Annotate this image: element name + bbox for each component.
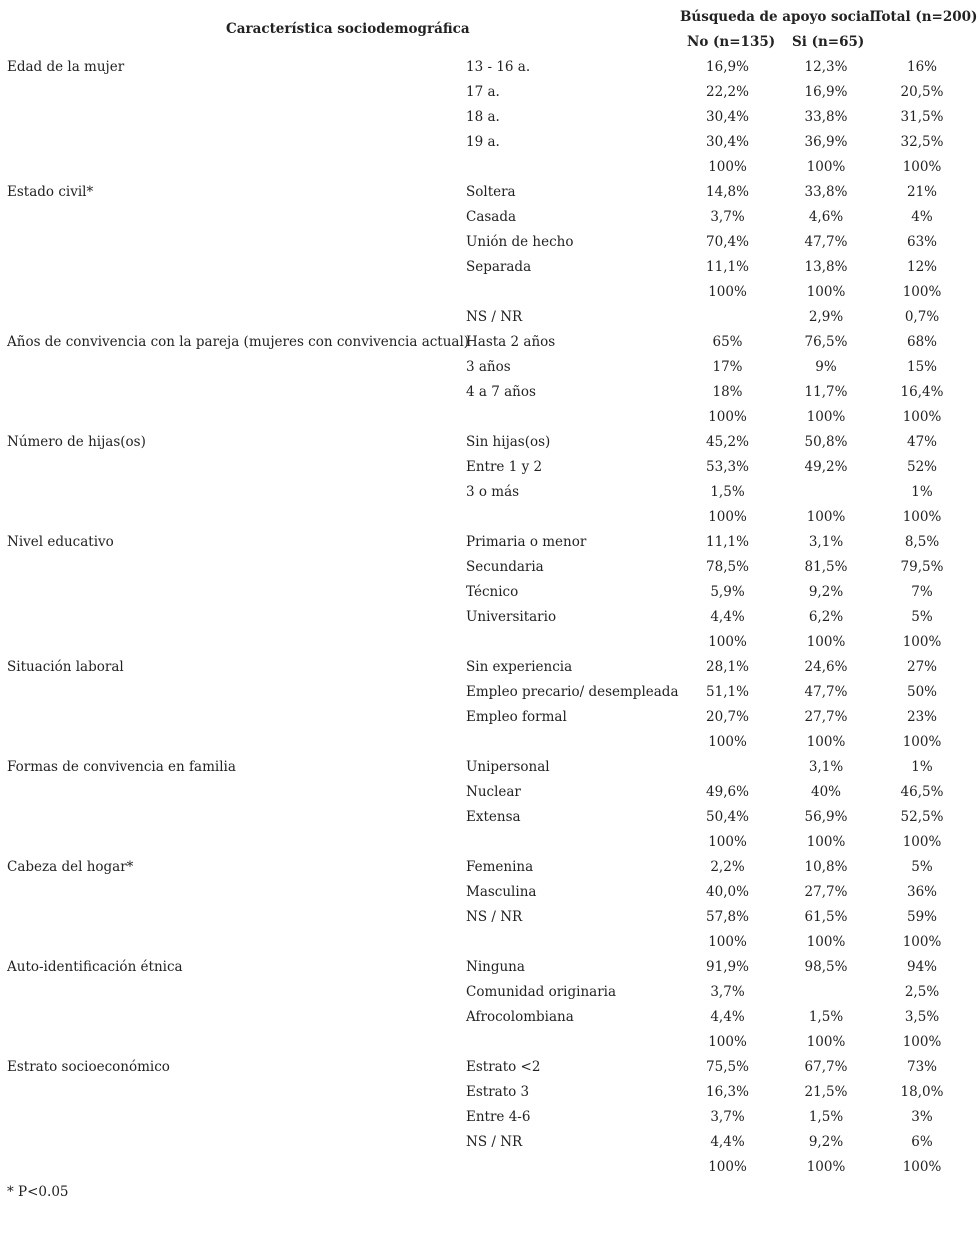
total-value-cell: 100% [902, 934, 942, 950]
no-value-cell: 75,5% [706, 1059, 749, 1075]
no-value-cell: 11,1% [706, 534, 749, 550]
total-value-cell: 100% [902, 159, 942, 175]
category-cell: Estrato 3 [466, 1084, 530, 1100]
total-value-cell: 36% [906, 884, 937, 900]
category-cell: Afrocolombiana [466, 1009, 574, 1025]
no-value-cell: 65% [712, 334, 743, 350]
total-value-cell: 15% [906, 359, 937, 375]
no-value-cell: 28,1% [706, 659, 749, 675]
total-value-cell: 100% [902, 634, 942, 650]
table-row [0, 330, 979, 355]
total-value-cell: 31,5% [900, 109, 944, 125]
table-row [0, 705, 979, 730]
total-value-cell: 47% [906, 434, 937, 450]
table-row [0, 355, 979, 380]
no-value-cell: 20,7% [706, 709, 749, 725]
no-value-cell: 78,5% [706, 559, 749, 575]
table-row [0, 555, 979, 580]
characteristic-label: Años de convivencia con la pareja (mujeres con convivencia actual) [7, 334, 470, 350]
no-value-cell: 49,6% [706, 784, 749, 800]
table-row [0, 930, 979, 955]
characteristic-label: Estrato socioeconómico [7, 1059, 170, 1075]
table-row [0, 980, 979, 1005]
si-value-cell: 100% [806, 1034, 846, 1050]
si-value-cell: 9,2% [808, 1134, 844, 1150]
no-value-cell: 70,4% [706, 234, 749, 250]
total-value-cell: 100% [902, 1034, 942, 1050]
no-value-cell: 91,9% [706, 959, 749, 975]
category-cell: 18 a. [466, 109, 500, 125]
table-row [0, 755, 979, 780]
si-value-cell: 27,7% [804, 709, 848, 725]
total-value-cell: 73% [906, 1059, 937, 1075]
category-cell: Unipersonal [466, 759, 550, 775]
no-value-cell: 100% [708, 1159, 747, 1175]
si-value-cell: 50,8% [804, 434, 848, 450]
no-value-cell: 100% [708, 284, 747, 300]
si-value-cell: 47,7% [804, 234, 848, 250]
category-cell: 3 años [466, 359, 511, 375]
category-cell: Empleo formal [466, 709, 567, 725]
si-value-cell: 33,8% [804, 184, 848, 200]
category-cell: Nuclear [466, 784, 521, 800]
category-cell: Entre 1 y 2 [466, 459, 543, 475]
table-row [0, 80, 979, 105]
si-value-cell: 10,8% [804, 859, 848, 875]
header-group: Búsqueda de apoyo social [680, 9, 875, 25]
total-value-cell: 100% [902, 834, 942, 850]
category-cell: Soltera [466, 184, 516, 200]
table-row [0, 305, 979, 330]
no-value-cell: 30,4% [706, 109, 749, 125]
si-value-cell: 61,5% [804, 909, 848, 925]
si-value-cell: 24,6% [804, 659, 848, 675]
category-cell: 4 a 7 años [466, 384, 536, 400]
table-row [0, 280, 979, 305]
table-row [0, 1030, 979, 1055]
si-value-cell: 100% [806, 159, 846, 175]
table-row [0, 805, 979, 830]
total-value-cell: 4% [911, 209, 933, 225]
table-row [0, 655, 979, 680]
no-value-cell: 16,9% [706, 59, 749, 75]
category-cell: Secundaria [466, 559, 544, 575]
table-row [0, 455, 979, 480]
no-value-cell: 100% [708, 409, 747, 425]
si-value-cell: 12,3% [804, 59, 848, 75]
table-row [0, 230, 979, 255]
total-value-cell: 79,5% [900, 559, 944, 575]
table-row [0, 480, 979, 505]
total-value-cell: 16,4% [900, 384, 944, 400]
table-row [0, 580, 979, 605]
table-row [0, 380, 979, 405]
footnote: * P<0.05 [7, 1184, 69, 1200]
table-row [0, 905, 979, 930]
si-value-cell: 40% [810, 784, 841, 800]
table-row [0, 180, 979, 205]
si-value-cell: 47,7% [804, 684, 848, 700]
table-row [0, 855, 979, 880]
si-value-cell: 67,7% [804, 1059, 848, 1075]
total-value-cell: 8,5% [904, 534, 940, 550]
table-row [0, 680, 979, 705]
total-value-cell: 0,7% [904, 309, 940, 325]
total-value-cell: 52% [906, 459, 937, 475]
si-value-cell: 33,8% [804, 109, 848, 125]
no-value-cell: 100% [708, 509, 747, 525]
no-value-cell: 2,2% [710, 859, 745, 875]
table-row [0, 55, 979, 80]
table-row [0, 605, 979, 630]
no-value-cell: 40,0% [706, 884, 749, 900]
table-row [0, 780, 979, 805]
no-value-cell: 100% [708, 159, 747, 175]
no-value-cell: 50,4% [706, 809, 749, 825]
characteristic-label: Formas de convivencia en familia [7, 759, 236, 775]
header-characteristic: Característica sociodemográfica [226, 21, 470, 37]
table-row [0, 1055, 979, 1080]
characteristic-label: Auto-identificación étnica [7, 959, 183, 975]
category-cell: Sin hijas(os) [466, 434, 551, 450]
category-cell: Primaria o menor [466, 534, 587, 550]
total-value-cell: 59% [906, 909, 937, 925]
total-value-cell: 21% [906, 184, 937, 200]
category-cell: Estrato <2 [466, 1059, 541, 1075]
si-value-cell: 56,9% [804, 809, 848, 825]
si-value-cell: 100% [806, 509, 846, 525]
table-row [0, 505, 979, 530]
no-value-cell: 4,4% [710, 1134, 745, 1150]
no-value-cell: 22,2% [706, 84, 749, 100]
total-value-cell: 12% [906, 259, 937, 275]
si-value-cell: 3,1% [808, 759, 844, 775]
no-value-cell: 1,5% [710, 484, 745, 500]
category-cell: 3 o más [466, 484, 520, 500]
si-value-cell: 9,2% [808, 584, 844, 600]
category-cell: 13 - 16 a. [466, 59, 531, 75]
no-value-cell: 4,4% [710, 1009, 745, 1025]
category-cell: Entre 4-6 [466, 1109, 531, 1125]
si-value-cell: 4,6% [808, 209, 844, 225]
no-value-cell: 16,3% [706, 1084, 749, 1100]
total-value-cell: 6% [911, 1134, 933, 1150]
no-value-cell: 4,4% [710, 609, 745, 625]
category-cell: Separada [466, 259, 532, 275]
si-value-cell: 100% [806, 734, 846, 750]
total-value-cell: 1% [911, 484, 933, 500]
category-cell: Femenina [466, 859, 534, 875]
total-value-cell: 1% [911, 759, 933, 775]
table-row [0, 1080, 979, 1105]
total-value-cell: 2,5% [904, 984, 940, 1000]
no-value-cell: 100% [708, 634, 747, 650]
si-value-cell: 100% [806, 1159, 846, 1175]
si-value-cell: 98,5% [804, 959, 848, 975]
category-cell: Unión de hecho [466, 234, 574, 250]
si-value-cell: 100% [806, 834, 846, 850]
total-value-cell: 32,5% [900, 134, 944, 150]
category-cell: Técnico [466, 584, 519, 600]
si-value-cell: 27,7% [804, 884, 848, 900]
table-row [0, 830, 979, 855]
table-row [0, 255, 979, 280]
si-value-cell: 100% [806, 284, 846, 300]
si-value-cell: 13,8% [804, 259, 848, 275]
si-value-cell: 100% [806, 409, 846, 425]
si-value-cell: 1,5% [808, 1109, 844, 1125]
table-row [0, 430, 979, 455]
table-row [0, 955, 979, 980]
total-value-cell: 5% [911, 859, 933, 875]
table-row [0, 1105, 979, 1130]
characteristic-label: Nivel educativo [7, 534, 114, 550]
table-row [0, 130, 979, 155]
category-cell: Casada [466, 209, 517, 225]
no-value-cell: 30,4% [706, 134, 749, 150]
total-value-cell: 68% [906, 334, 937, 350]
no-value-cell: 100% [708, 834, 747, 850]
no-value-cell: 53,3% [706, 459, 749, 475]
category-cell: NS / NR [466, 909, 523, 925]
no-value-cell: 57,8% [706, 909, 749, 925]
total-value-cell: 46,5% [900, 784, 944, 800]
total-value-cell: 100% [902, 509, 942, 525]
total-value-cell: 52,5% [900, 809, 944, 825]
total-value-cell: 23% [906, 709, 937, 725]
no-value-cell: 17% [712, 359, 743, 375]
total-value-cell: 100% [902, 1159, 942, 1175]
category-cell: Sin experiencia [466, 659, 573, 675]
category-cell: Hasta 2 años [466, 334, 556, 350]
si-value-cell: 3,1% [808, 534, 844, 550]
table-row [0, 205, 979, 230]
no-value-cell: 100% [708, 934, 747, 950]
total-value-cell: 100% [902, 734, 942, 750]
characteristic-label: Cabeza del hogar* [7, 859, 134, 875]
total-value-cell: 100% [902, 284, 942, 300]
si-value-cell: 9% [815, 359, 837, 375]
si-value-cell: 100% [806, 634, 846, 650]
total-value-cell: 94% [906, 959, 937, 975]
si-value-cell: 16,9% [804, 84, 848, 100]
characteristic-label: Edad de la mujer [7, 59, 125, 75]
category-cell: Masculina [466, 884, 537, 900]
table-row [0, 630, 979, 655]
header-total: Total (n=200) [873, 9, 978, 25]
no-value-cell: 100% [708, 1034, 747, 1050]
no-value-cell: 3,7% [710, 209, 745, 225]
si-value-cell: 11,7% [804, 384, 848, 400]
si-value-cell: 21,5% [804, 1084, 848, 1100]
header-si: Si (n=65) [792, 34, 865, 50]
si-value-cell: 6,2% [808, 609, 844, 625]
table-row [0, 730, 979, 755]
table-row [0, 155, 979, 180]
no-value-cell: 18% [712, 384, 743, 400]
no-value-cell: 3,7% [710, 1109, 745, 1125]
no-value-cell: 11,1% [706, 259, 749, 275]
total-value-cell: 100% [902, 409, 942, 425]
category-cell: Comunidad originaria [466, 984, 617, 1000]
table-row [0, 1155, 979, 1180]
category-cell: Extensa [466, 809, 521, 825]
total-value-cell: 27% [906, 659, 937, 675]
category-cell: Empleo precario/ desempleada [466, 684, 679, 700]
total-value-cell: 3% [911, 1109, 933, 1125]
total-value-cell: 7% [911, 584, 933, 600]
total-value-cell: 16% [906, 59, 937, 75]
category-cell: Ninguna [466, 959, 525, 975]
total-value-cell: 18,0% [900, 1084, 944, 1100]
no-value-cell: 45,2% [706, 434, 749, 450]
si-value-cell: 49,2% [804, 459, 848, 475]
no-value-cell: 5,9% [710, 584, 745, 600]
total-value-cell: 5% [911, 609, 933, 625]
characteristic-label: Número de hijas(os) [7, 434, 146, 450]
characteristic-label: Situación laboral [7, 659, 124, 675]
no-value-cell: 51,1% [706, 684, 749, 700]
category-cell: NS / NR [466, 309, 523, 325]
table-row [0, 1005, 979, 1030]
total-value-cell: 63% [906, 234, 937, 250]
total-value-cell: 20,5% [900, 84, 944, 100]
total-value-cell: 3,5% [904, 1009, 940, 1025]
category-cell: Universitario [466, 609, 557, 625]
characteristic-label: Estado civil* [7, 184, 94, 200]
table-row [0, 1130, 979, 1155]
category-cell: 17 a. [466, 84, 500, 100]
no-value-cell: 100% [708, 734, 747, 750]
table-row [0, 530, 979, 555]
total-value-cell: 50% [906, 684, 937, 700]
si-value-cell: 100% [806, 934, 846, 950]
si-value-cell: 36,9% [804, 134, 848, 150]
header-no: No (n=135) [687, 34, 776, 50]
si-value-cell: 76,5% [804, 334, 848, 350]
table-row [0, 405, 979, 430]
category-cell: NS / NR [466, 1134, 523, 1150]
no-value-cell: 3,7% [710, 984, 745, 1000]
table-row [0, 880, 979, 905]
table-row [0, 105, 979, 130]
si-value-cell: 1,5% [808, 1009, 844, 1025]
si-value-cell: 81,5% [804, 559, 848, 575]
category-cell: 19 a. [466, 134, 500, 150]
no-value-cell: 14,8% [706, 184, 749, 200]
si-value-cell: 2,9% [808, 309, 844, 325]
